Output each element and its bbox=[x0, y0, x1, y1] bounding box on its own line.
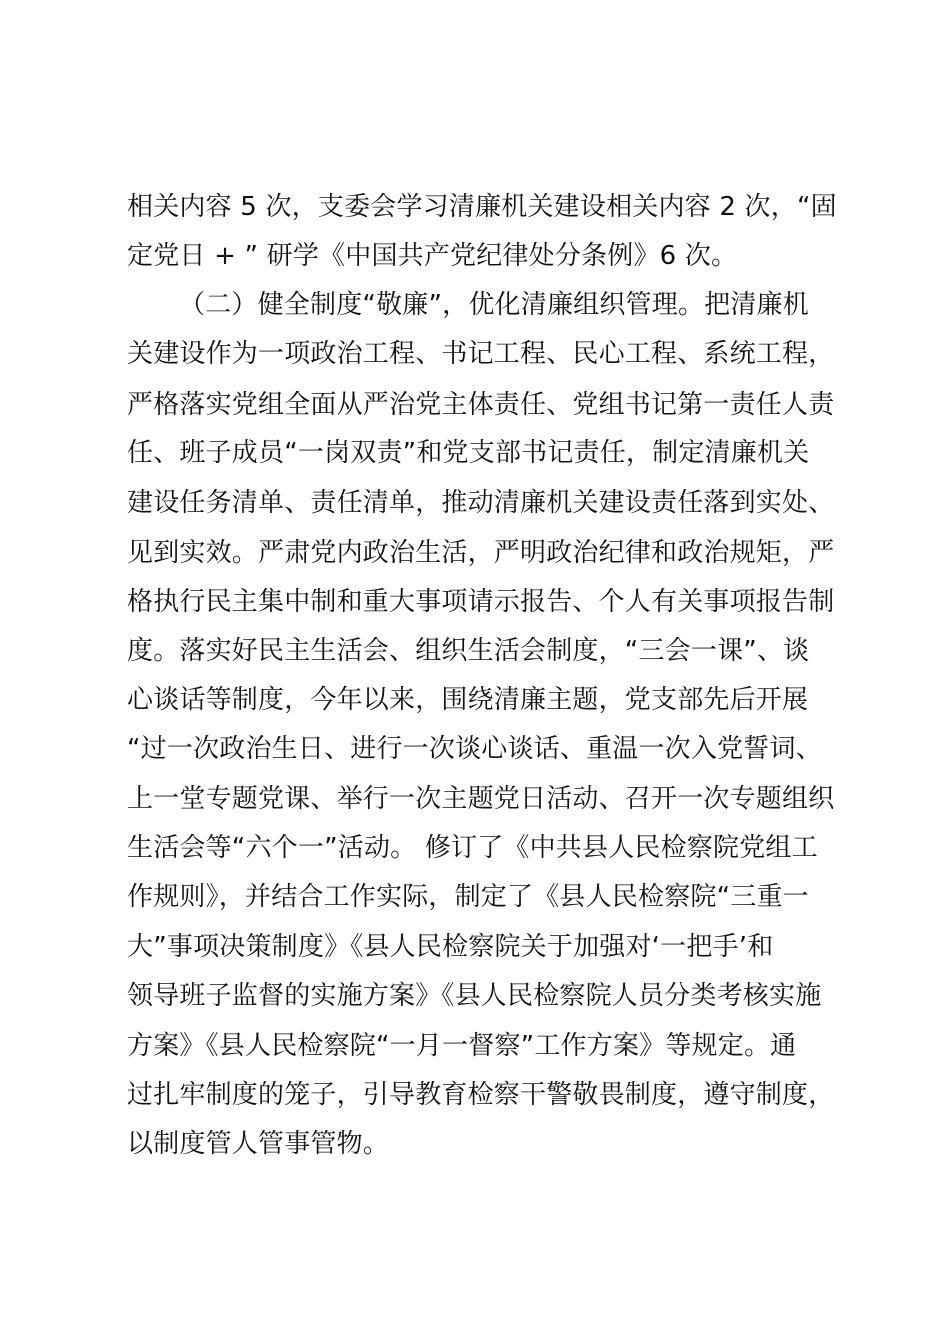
text-line: 格执行民主集中制和重大事项请示报告、个人有关事项报告制 bbox=[127, 587, 835, 617]
text-line: 大”事项决策制度》《县人民检察院关于加强对‘一把手’和 bbox=[127, 932, 774, 962]
text-line: 生活会等“六个一”活动。 修订了《中共县人民检察院党组工 bbox=[127, 833, 818, 863]
text-line: “过一次政治生日、进行一次谈心谈话、重温一次入党誓词、 bbox=[127, 734, 822, 764]
text-line: 方案》《县人民检察院“一月一督察”工作方案》等规定。通 bbox=[127, 1031, 797, 1061]
text-line: 作规则》，并结合工作实际，制定了《县人民检察院“三重一 bbox=[127, 882, 809, 912]
text-line: 以制度管人管事管物。 bbox=[127, 1129, 390, 1159]
section-heading-line: （二）健全制度“敬廉”，优化清廉组织管理。把清廉机 bbox=[179, 290, 809, 320]
text-line: 任、班子成员“一岗双责”和党支部书记责任，制定清廉机关 bbox=[127, 438, 810, 468]
text-line: 过扎牢制度的笼子，引导教育检察干警敬畏制度，遵守制度， bbox=[127, 1080, 835, 1110]
text-line: 上一堂专题党课、举行一次主题党日活动、召开一次专题组织 bbox=[127, 784, 835, 814]
text-line: 心谈话等制度，今年以来，围绕清廉主题，党支部先后开展 bbox=[127, 685, 809, 715]
text-line: 见到实效。严肃党内政治生活，严明政治纪律和政治规矩，严 bbox=[127, 538, 835, 568]
text-line: 领导班子监督的实施方案》《县人民检察院人员分类考核实施 bbox=[127, 981, 822, 1011]
text-line: 关建设作为一项政治工程、书记工程、民心工程、系统工程， bbox=[127, 339, 835, 369]
text-line: 相关内容 5 次，支委会学习清廉机关建设相关内容 2 次，“固 bbox=[127, 192, 837, 222]
text-line: 建设任务清单、责任清单，推动清廉机关建设责任落到实处、 bbox=[127, 488, 835, 518]
text-line: 严格落实党组全面从严治党主体责任、党组书记第一责任人责 bbox=[127, 390, 835, 420]
text-line: 度。落实好民主生活会、组织生活会制度，“三会一课”、谈 bbox=[127, 636, 810, 666]
text-line: 定党日 + ” 研学《中国共产党纪律处分条例》6 次。 bbox=[127, 241, 738, 271]
